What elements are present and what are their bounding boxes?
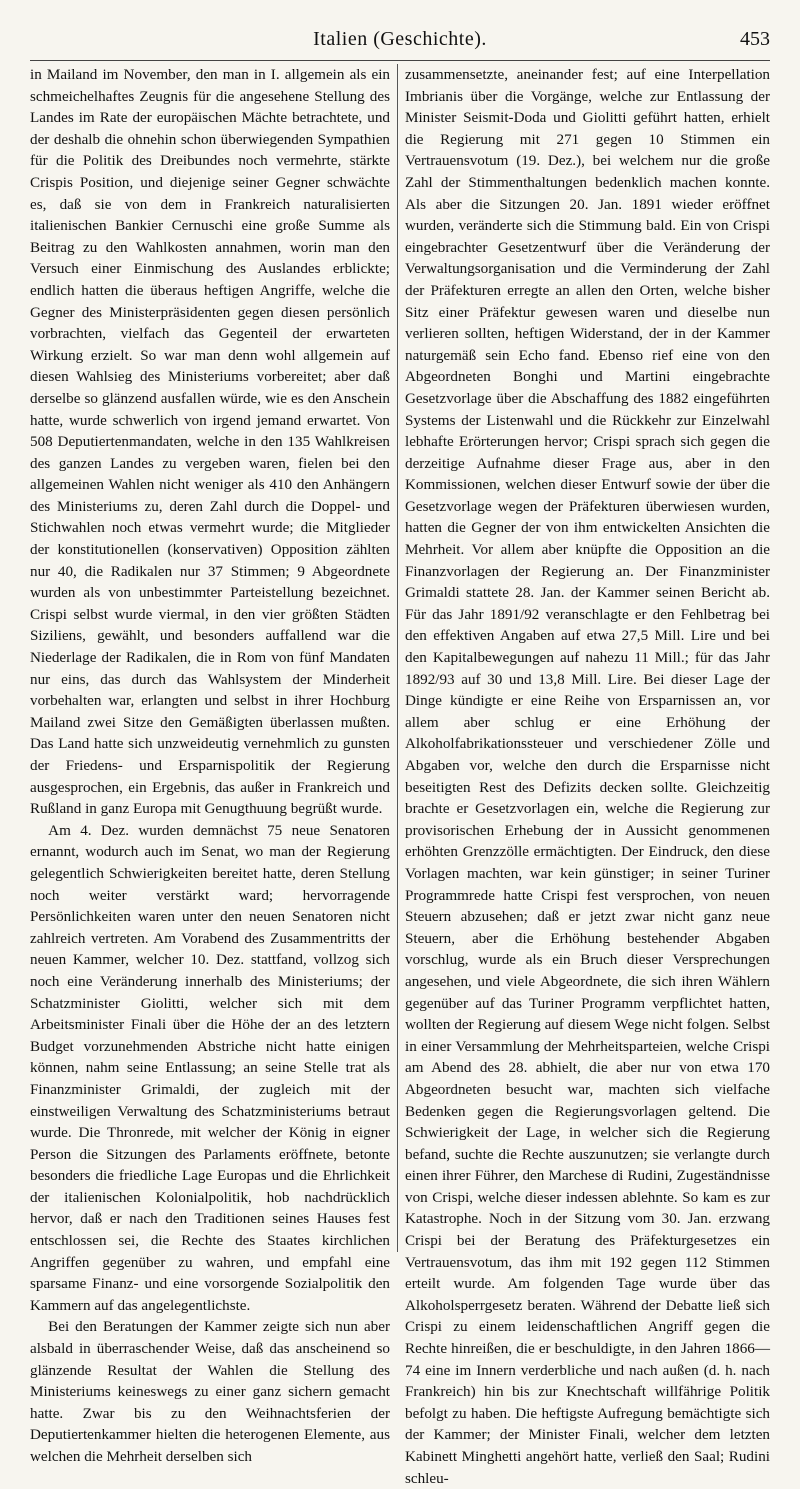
header-rule [30,60,770,61]
paragraph: Bei den Beratungen der Kammer zeigte sich nun aber alsbald in überraschender Weise, daß das anscheinend so glänzende Resultat der Wahlen die Stellung des Ministeriums keineswegs zu einer ganz sichern gemacht hatte. Zwar bis zu den Weihnachtsferien der Deputiertenkammer hielten die heterogenen Elemente, aus welchen die Mehrheit derselben sich [30,1318,390,1465]
right-column [405,64,770,1487]
paragraph: in Mailand im November, den man in I. allgemein als ein schmeichelhaftes Zeugnis für die angesehene Stellung des Landes im Rate der europäischen Mächte betrachtete, und der deshalb die ohnehin schon überwiegenden Sympathien für die Politik des Dreibundes noch vermehrte, stärkte Crispis Position, und diejenige seiner Gegner schwächte es, daß sie von dem in Frankreich naturalisierten italienischen Bankier Cernuschi eine große Summe als Beitrag zu den Wahlkosten annahmen, worin man den Versuch einer Einmischung des Auslandes erblickte; endlich hatten die überaus heftigen Angriffe, welche die Gegner des Ministerpräsidenten gegen diesen persönlich vorbrachten, vielfach das Gegenteil der erwarteten Wirkung erzielt. So war man denn wohl allgemein auf diesen Wahlsieg des Ministeriums vorbereitet; aber daß derselbe so glänzend ausfallen würde, wie es den Anschein hatte, wurde schwerlich von irgend jemand erwartet. Von 508 Deputiertenmandaten, welche in den 135 Wahlkreisen des ganzen Landes zu vergeben waren, fielen bei den allgemeinen Wahlen nicht weniger als 410 den Anhängern des Ministeriums zu, deren Zahl durch die Doppel- und Stichwahlen noch etwas vermehrt wurde; die Mitglieder der konstitutionellen (konservativen) Opposition zählten nur 40, die Radikalen nur 37 Stimmen; 9 Abgeordnete wurden als von unbestimmter Parteistellung bezeichnet. Crispi selbst wurde viermal, in den vier größten Städten Siziliens, gewählt, und besonders auffallend war die Niederlage der Radikalen, die in Rom von fünf Mandaten nur eins, das durch das Wahlsystem der Minderheit vorbehalten war, erlangten und selbst in ihrer Hochburg Mailand zwei Sitze den Gemäßigten überlassen mußten. Das Land hatte sich unzweideutig vernehmlich zu gunsten der Friedens- und Ersparnispolitik der Regierung ausgesprochen, ein Ergebnis, das außer in Frankreich und Rußland in ganz Europa mit Genugthuung begrüßt wurde. [30,66,390,818]
page-header [30,22,770,58]
running-title: Italien (Geschichte). [313,28,487,50]
paragraph: Am 4. Dez. wurden demnächst 75 neue Senatoren ernannt, wodurch auch im Senat, wo man der Regierung gelegentlich Schwierigkeiten bereitet hatte, deren Stellung noch weiter verstärkt ward; hervorragende Persönlichkeiten waren unter den neuen Senatoren nicht zahlreich vertreten. Am Vorabend des Zusammentritts der neuen Kammer, welcher 10. Dez. stattfand, vollzog sich noch eine Veränderung innerhalb des Ministeriums; der Schatzminister Giolitti, welcher sich mit dem Arbeitsminister Finali über die Höhe der an des letztern Budget vorzunehmenden Abstriche nicht hatte einigen können, nahm seine Entlassung; an seine Stelle trat als Finanzminister Grimaldi, der zugleich mit der einstweiligen Verwaltung des Schatzministeriums betraut wurde. Die Thronrede, mit welcher der König in eigner Person die Sitzungen des Parlaments eröffnete, betonte besonders die friedliche Lage Europas und die Ehrlichkeit der italienischen Kolonialpolitik, hob nachdrücklich hervor, daß er nach den Traditionen seines Hauses fest entschlossen sei, die Rechte des Staates kirchlichen Angriffen gegenüber zu wahren, und empfahl eine sparsame Finanz- und eine vorsorgende Sozialpolitik den Kammern auf das angelegentlichste. [30,821,390,1314]
column-divider [397,64,398,1252]
left-column [30,64,390,1465]
page-number: 453 [740,28,770,50]
paragraph: zusammensetzte, aneinander fest; auf eine Interpellation Imbrianis über die Vorgänge, welche zur Entlassung der Minister Seismit-Doda und Giolitti geführt hatten, erhielt die Regierung mit 271 gegen 10 Stimmen ein Vertrauensvotum (19. Dez.), bei welchem nur die große Zahl der Stimmenthaltungen bedenklich machen konnte. Als aber die Sitzungen 20. Jan. 1891 wieder eröffnet wurden, veränderte sich die Stimmung bald. Ein von Crispi eingebrachter Gesetzentwurf über die Veränderung der Verwaltungsorganisation und die Verminderung der Zahl der Präfekturen erregte an allen den Orten, welche bisher Sitz einer Präfektur gewesen waren und dieselbe nun verlieren sollten, heftigen Widerstand, der in der Kammer naturgemäß sein Echo fand. Ebenso rief eine von den Abgeordneten Bonghi und Martini eingebrachte Gesetzvorlage über die Abschaffung des 1882 eingeführten Systems der Listenwahl und die Rückkehr zur Einzelwahl lebhafte Erörterungen hervor; Crispi sprach sich gegen die derzeitige Aufnahme dieser Frage aus, aber in den Kommissionen, welchen dieser Entwurf sowie der über die Gesetzvorlage wegen der Präfekturen überwiesen wurden, hatten die Gegner der von ihm entwickelten Ansichten die Mehrheit. Vor allem aber knüpfte die Opposition an die Finanzvorlagen der Regierung an. Der Finanzminister Grimaldi stattete 28. Jan. der Kammer seinen Bericht ab. Für das Jahr 1891/92 veranschlagte er den Fehlbetrag bei den effektiven Angaben auf etwa 27,5 Mill. Lire und bei den Kapitalbewegungen auf nahezu 11 Mill.; für das Jahr 1892/93 auf 30 und 13,8 Mill. Lire. Bei dieser Lage der Dinge kündigte er eine Reihe von Ersparnissen an, vor allem aber schlug er eine Erhöhung der Alkoholfabrikationssteuer und verschiedener Zölle und Abgaben vor, welche den durch die Ersparnisse nicht beseitigten Rest des Defizits decken sollte. Gleichzeitig brachte er Gesetzvorlagen ein, welche die Regierung zur provisorischen Erhebung der in Aussicht genommenen erhöhten Grenzzölle ermächtigten. Der Eindruck, den diese Vorlagen machten, war kein günstiger; in seiner Turiner Programmrede hatte Crispi fest versprochen, von neuen Steuern abzusehen; daß er jetzt zwar nicht ganz neue Steuern, aber die Erhöhung bestehender Abgaben vorschlug, wurde als ein Bruch dieser Versprechungen angesehen, und viele Abgeordnete, die sich ihren Wählern gegenüber auf das Turiner Programm verpflichtet hatten, wollten der Regierung auf diesem Wege nicht folgen. Selbst in einer Versammlung der Mehrheitsparteien, welche Crispi am Abend des 28. abhielt, die aber nur von etwa 170 Abgeordneten besucht war, machten sich vielfache Bedenken gegen die Regierungsvorlagen geltend. Die Schwierigkeit der Lage, in welcher sich die Regierung befand, suchte die Rechte auszunutzen; sie verlangte durch einen ihrer Führer, den Marchese di Rudini, Zugeständnisse von Crispi, welche dieser indessen ablehnte. So kam es zur Katastrophe. Noch in der Sitzung vom 30. Jan. erzwang Crispi bei der Beratung des Präfekturgesetzes ein Vertrauensvotum, das ihm mit 192 gegen 112 Stimmen erteilt wurde. Am folgenden Tage wurde über das Alkoholsperrgesetz beraten. Während der Debatte ließ sich Crispi zu einem leidenschaftlichen Angriff gegen die Rechte hinreißen, die er beschuldigte, in den Jahren 1866—74 eine im Innern verderbliche und nach außen (d. h. nach Frankreich) hin bis zur Knechtschaft willfährige Politik befolgt zu haben. Die heftigste Aufregung bemächtigte sich der Kammer; der Minister Finali, welcher dem letzten Kabinett Minghetti angehört hatte, verließ den Saal; Rudini schleu- [405,66,770,1487]
